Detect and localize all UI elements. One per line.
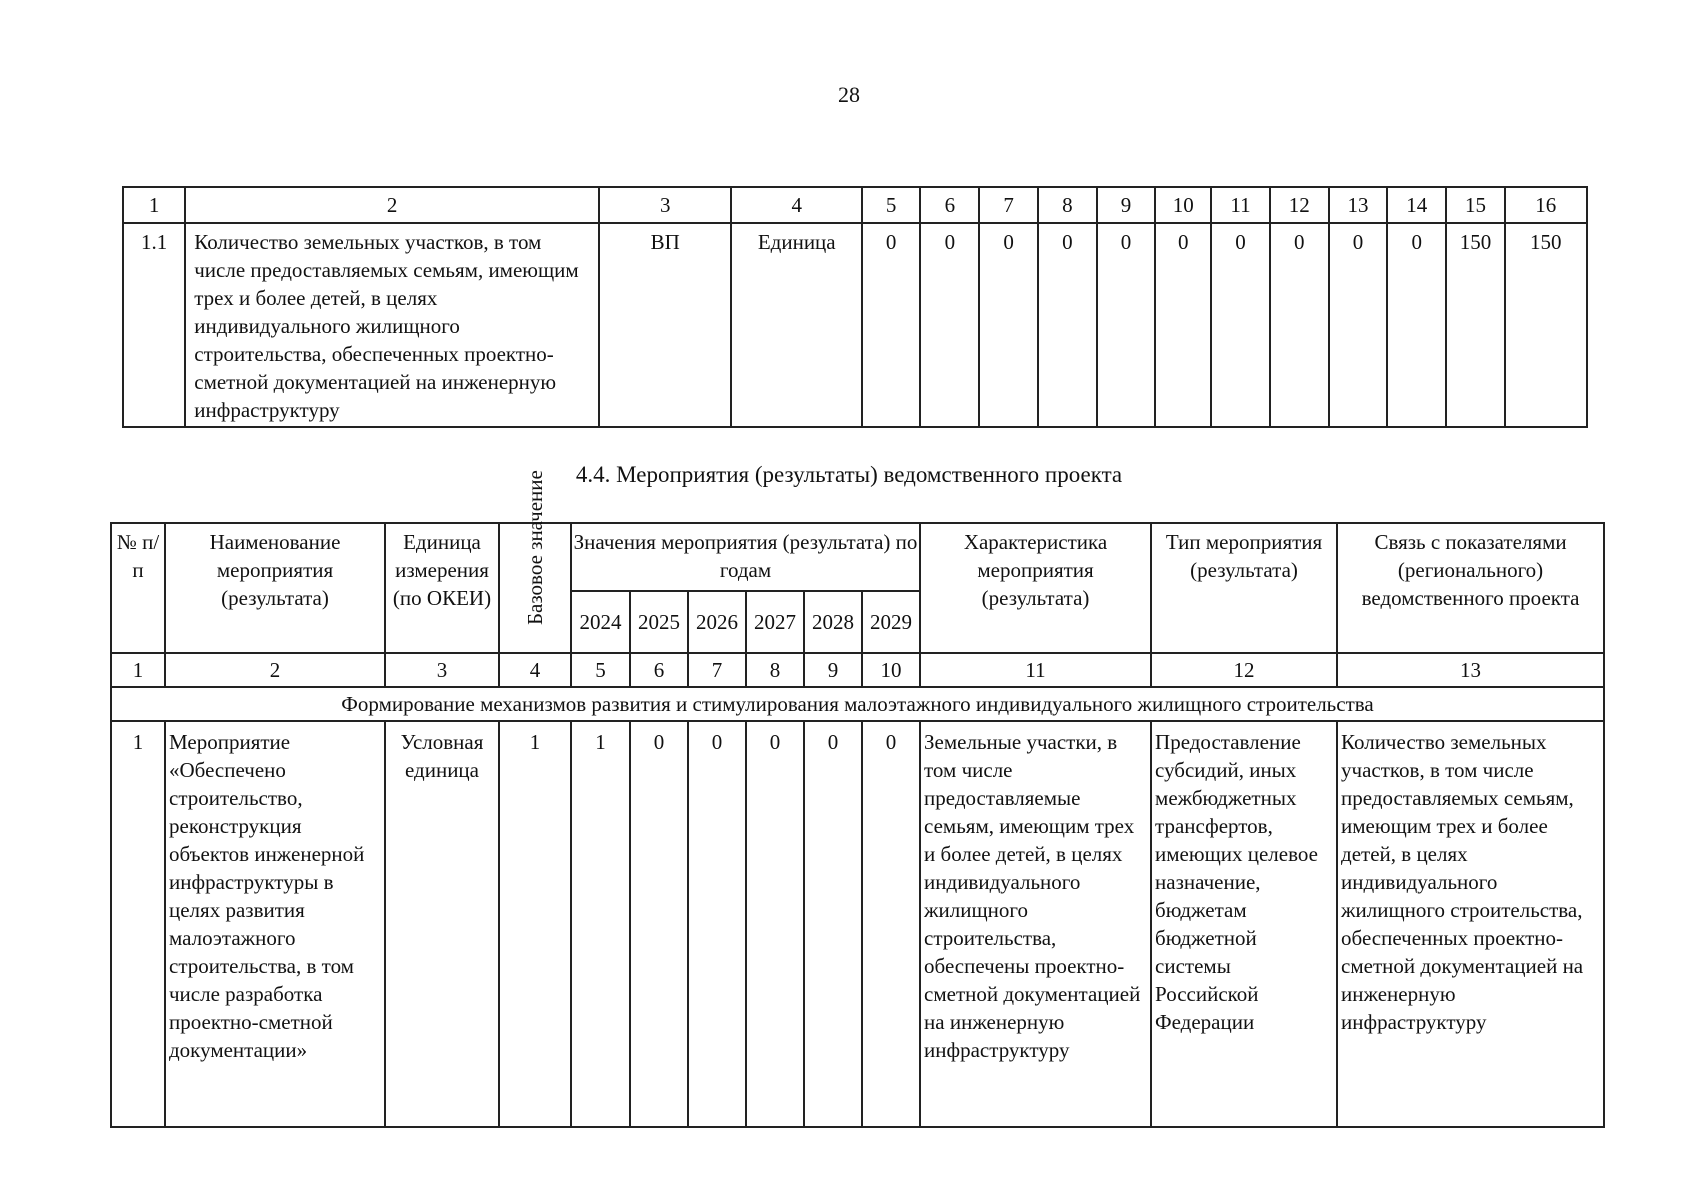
column-number: 3: [385, 653, 499, 687]
indicator-value: 0: [1155, 223, 1211, 427]
year-header: 2027: [746, 591, 804, 653]
indicator-name: Количество земельных участков, в том числе предоставляемых семьям, имеющим трех и более детей, в целях индивидуального жилищного строительства, обеспеченных проектно-сметной документацией на инженерную инфраструктуру: [185, 223, 599, 427]
column-number: 8: [746, 653, 804, 687]
table-row: [111, 721, 1604, 1127]
header-row: [111, 523, 1604, 591]
year-header: 2026: [688, 591, 746, 653]
column-number: 10: [1155, 187, 1211, 223]
header-base: [499, 470, 571, 653]
activity-year-value: 0: [688, 721, 746, 1127]
column-number: 16: [1505, 187, 1587, 223]
indicator-value: 150: [1505, 223, 1587, 427]
year-header: 2029: [862, 591, 920, 653]
section-title: 4.4. Мероприятия (результаты) ведомственного проекта: [575, 462, 1123, 487]
year-header: 2024: [571, 591, 630, 653]
page-number: 28: [838, 82, 860, 107]
header-type: Тип мероприятия (результата): [1151, 523, 1337, 653]
indicators-table: [122, 186, 1588, 428]
group-title: Формирование механизмов развития и стимулирования малоэтажного индивидуального жилищного строительства: [111, 687, 1604, 721]
column-number: 7: [979, 187, 1037, 223]
indicator-value: 0: [1387, 223, 1446, 427]
activity-year-value: 0: [630, 721, 688, 1127]
indicator-value: 0: [1329, 223, 1387, 427]
column-number: 3: [599, 187, 732, 223]
row-number: 1: [111, 721, 165, 1127]
column-number: 11: [1211, 187, 1269, 223]
column-number: 5: [571, 653, 630, 687]
header-base-label: Базовое значение: [523, 470, 547, 625]
column-number: 2: [165, 653, 385, 687]
indicator-value: 150: [1446, 223, 1504, 427]
column-number: 4: [731, 187, 862, 223]
activity-unit: Условная единица: [385, 721, 499, 1127]
header-characteristic: Характеристика мероприятия (результата): [920, 523, 1151, 653]
column-number: 11: [920, 653, 1151, 687]
column-number: 9: [804, 653, 862, 687]
column-number: 15: [1446, 187, 1504, 223]
activity-year-value: 1: [571, 721, 630, 1127]
column-number: 6: [630, 653, 688, 687]
header-name: Наименование мероприятия (результата): [165, 523, 385, 653]
indicator-type: ВП: [599, 223, 732, 427]
indicator-value: 0: [1270, 223, 1329, 427]
indicator-value: 0: [979, 223, 1037, 427]
header-link: Связь с показателями (регионального) ведомственного проекта: [1337, 523, 1604, 653]
activity-characteristic: Земельные участки, в том числе предоставляемые семьям, имеющим трех и более детей, в целях индивидуального жилищного строительства, обеспечены проектно-сметной документацией на инженерную инфраструктуру: [920, 721, 1151, 1127]
indicator-value: 0: [1097, 223, 1155, 427]
column-number: 14: [1387, 187, 1446, 223]
year-header: 2025: [630, 591, 688, 653]
activity-base-value: 1: [499, 721, 571, 1127]
activity-type: Предоставление субсидий, иных межбюджетных трансфертов, имеющих целевое назначение, бюджетам бюджетной системы Российской Федерации: [1151, 721, 1337, 1127]
indicator-value: 0: [920, 223, 979, 427]
column-number: 12: [1151, 653, 1337, 687]
indicator-value: 0: [1038, 223, 1097, 427]
header-num: № п/п: [111, 523, 165, 653]
table-row: [123, 223, 1587, 427]
column-number: 7: [688, 653, 746, 687]
column-number: 2: [185, 187, 599, 223]
column-number: 4: [499, 653, 571, 687]
column-number: 8: [1038, 187, 1097, 223]
column-number: 12: [1270, 187, 1329, 223]
column-number: 13: [1337, 653, 1604, 687]
column-number: 6: [920, 187, 979, 223]
header-values-by-year: Значения мероприятия (результата) по годам: [571, 523, 920, 591]
column-number: 10: [862, 653, 920, 687]
activity-link: Количество земельных участков, в том числе предоставляемых семьям, имеющим трех и более детей, в целях индивидуального жилищного строительства, обеспеченных проектно-сметной документацией на инженерную инфраструктуру: [1337, 721, 1604, 1127]
column-number: 9: [1097, 187, 1155, 223]
column-number-row: [123, 187, 1587, 223]
column-number: 5: [862, 187, 920, 223]
indicator-value: 0: [1211, 223, 1269, 427]
group-row: [111, 687, 1604, 721]
activity-name: Мероприятие «Обеспечено строительство, реконструкция объектов инженерной инфраструктуры в целях развития малоэтажного строительства, в том числе разработка проектно-сметной документации»: [165, 721, 385, 1127]
header-unit: Единица измерения (по ОКЕИ): [385, 523, 499, 653]
column-number-row: [111, 653, 1604, 687]
row-number: 1.1: [123, 223, 185, 427]
column-number: 1: [111, 653, 165, 687]
column-number: 13: [1329, 187, 1387, 223]
year-header: 2028: [804, 591, 862, 653]
indicator-value: 0: [862, 223, 920, 427]
indicator-unit: Единица: [731, 223, 862, 427]
activity-year-value: 0: [804, 721, 862, 1127]
column-number: 1: [123, 187, 185, 223]
activity-year-value: 0: [746, 721, 804, 1127]
activity-year-value: 0: [862, 721, 920, 1127]
